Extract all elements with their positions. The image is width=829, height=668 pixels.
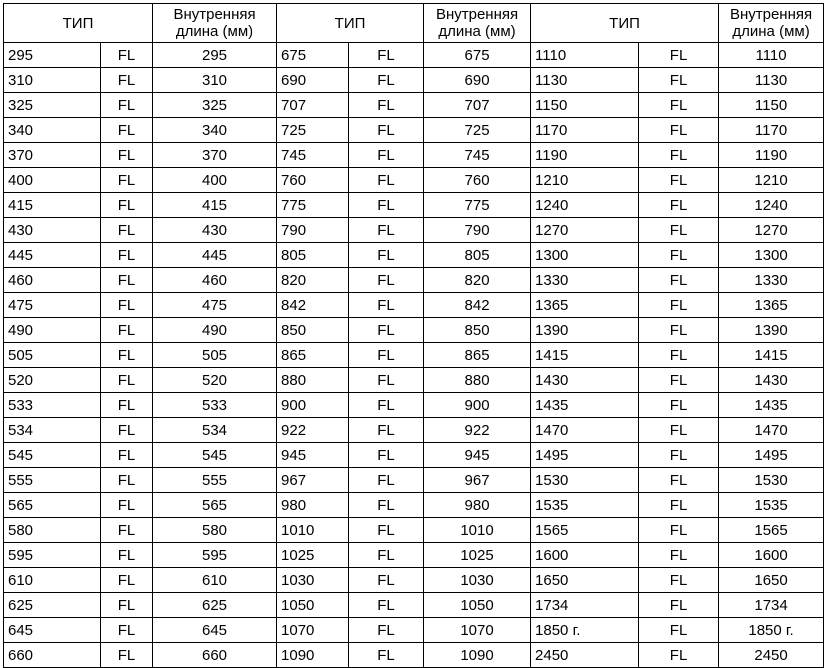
- inner-length-cell: 1415: [719, 343, 824, 368]
- length-header-line1: Внутренняя: [435, 6, 519, 23]
- type-profile-cell: FL: [349, 543, 424, 568]
- type-size-cell: 325: [4, 93, 101, 118]
- length-header-line2: длина (мм): [175, 23, 254, 40]
- type-size-cell: 1650: [531, 568, 639, 593]
- type-size-cell: 1470: [531, 418, 639, 443]
- type-profile-cell: FL: [101, 243, 153, 268]
- type-size-cell: 533: [4, 393, 101, 418]
- inner-length-cell: 555: [153, 468, 277, 493]
- inner-length-cell: 545: [153, 443, 277, 468]
- belt-size-table: [3, 3, 824, 668]
- type-profile-cell: FL: [349, 268, 424, 293]
- type-size-cell: 625: [4, 593, 101, 618]
- type-size-cell: 1110: [531, 43, 639, 68]
- type-profile-cell: FL: [639, 493, 719, 518]
- type-size-cell: 1150: [531, 93, 639, 118]
- type-profile-cell: FL: [349, 393, 424, 418]
- table-row: [4, 443, 824, 468]
- type-size-cell: 725: [277, 118, 349, 143]
- inner-length-cell: 805: [424, 243, 531, 268]
- inner-length-cell: 1565: [719, 518, 824, 543]
- type-profile-cell: FL: [639, 518, 719, 543]
- inner-length-cell: 790: [424, 218, 531, 243]
- inner-length-cell: 1150: [719, 93, 824, 118]
- type-size-cell: 880: [277, 368, 349, 393]
- type-size-cell: 475: [4, 293, 101, 318]
- inner-length-cell: 2450: [719, 643, 824, 668]
- type-size-cell: 850: [277, 318, 349, 343]
- inner-length-cell: 1430: [719, 368, 824, 393]
- length-header-2: [424, 4, 531, 43]
- inner-length-cell: 967: [424, 468, 531, 493]
- type-size-cell: 1210: [531, 168, 639, 193]
- type-size-cell: 790: [277, 218, 349, 243]
- table-row: [4, 268, 824, 293]
- type-profile-cell: FL: [639, 368, 719, 393]
- inner-length-cell: 533: [153, 393, 277, 418]
- type-profile-cell: FL: [349, 43, 424, 68]
- inner-length-cell: 310: [153, 68, 277, 93]
- type-profile-cell: FL: [349, 143, 424, 168]
- type-profile-cell: FL: [101, 168, 153, 193]
- type-profile-cell: FL: [349, 593, 424, 618]
- inner-length-cell: 1050: [424, 593, 531, 618]
- type-profile-cell: FL: [639, 68, 719, 93]
- type-size-cell: 900: [277, 393, 349, 418]
- type-size-cell: 1030: [277, 568, 349, 593]
- inner-length-cell: 1734: [719, 593, 824, 618]
- inner-length-cell: 1300: [719, 243, 824, 268]
- table-row: [4, 518, 824, 543]
- type-size-cell: 805: [277, 243, 349, 268]
- inner-length-cell: 945: [424, 443, 531, 468]
- type-profile-cell: FL: [349, 243, 424, 268]
- type-size-cell: 555: [4, 468, 101, 493]
- type-profile-cell: FL: [639, 43, 719, 68]
- table-row: [4, 293, 824, 318]
- type-profile-cell: FL: [639, 393, 719, 418]
- inner-length-cell: 645: [153, 618, 277, 643]
- type-profile-cell: FL: [101, 118, 153, 143]
- table-row: [4, 93, 824, 118]
- table-row: [4, 593, 824, 618]
- table-row: [4, 618, 824, 643]
- inner-length-cell: 745: [424, 143, 531, 168]
- type-profile-cell: FL: [639, 243, 719, 268]
- table-row: [4, 43, 824, 68]
- type-profile-cell: FL: [101, 443, 153, 468]
- type-size-cell: 1435: [531, 393, 639, 418]
- table-row: [4, 468, 824, 493]
- type-profile-cell: FL: [101, 68, 153, 93]
- type-size-cell: 922: [277, 418, 349, 443]
- type-profile-cell: FL: [349, 618, 424, 643]
- type-profile-cell: FL: [101, 493, 153, 518]
- type-profile-cell: FL: [349, 93, 424, 118]
- inner-length-cell: 460: [153, 268, 277, 293]
- type-size-cell: 1535: [531, 493, 639, 518]
- type-profile-cell: FL: [101, 468, 153, 493]
- inner-length-cell: 475: [153, 293, 277, 318]
- inner-length-cell: 1330: [719, 268, 824, 293]
- table-row: [4, 218, 824, 243]
- inner-length-cell: 565: [153, 493, 277, 518]
- inner-length-cell: 1435: [719, 393, 824, 418]
- table-row: [4, 393, 824, 418]
- header-row: [4, 4, 824, 43]
- type-size-cell: 865: [277, 343, 349, 368]
- type-size-cell: 505: [4, 343, 101, 368]
- type-size-cell: 370: [4, 143, 101, 168]
- inner-length-cell: 690: [424, 68, 531, 93]
- type-profile-cell: FL: [101, 318, 153, 343]
- type-profile-cell: FL: [349, 443, 424, 468]
- inner-length-cell: 595: [153, 543, 277, 568]
- type-size-cell: 2450: [531, 643, 639, 668]
- type-profile-cell: FL: [101, 268, 153, 293]
- table-row: [4, 118, 824, 143]
- type-profile-cell: FL: [639, 343, 719, 368]
- type-size-cell: 760: [277, 168, 349, 193]
- type-profile-cell: FL: [349, 168, 424, 193]
- inner-length-cell: 850: [424, 318, 531, 343]
- type-profile-cell: FL: [349, 193, 424, 218]
- type-size-cell: 1010: [277, 518, 349, 543]
- type-size-cell: 1190: [531, 143, 639, 168]
- table-row: [4, 243, 824, 268]
- table-row: [4, 543, 824, 568]
- table-row: [4, 143, 824, 168]
- type-size-cell: 775: [277, 193, 349, 218]
- type-profile-cell: FL: [101, 568, 153, 593]
- type-profile-cell: FL: [639, 618, 719, 643]
- type-size-cell: 295: [4, 43, 101, 68]
- table-row: [4, 643, 824, 668]
- inner-length-cell: 295: [153, 43, 277, 68]
- type-header-2: ТИП: [277, 4, 424, 43]
- table-row: [4, 318, 824, 343]
- type-profile-cell: FL: [639, 118, 719, 143]
- table-row: [4, 68, 824, 93]
- length-header-3: [719, 4, 824, 43]
- table-row: [4, 493, 824, 518]
- type-profile-cell: FL: [349, 493, 424, 518]
- inner-length-cell: 675: [424, 43, 531, 68]
- inner-length-cell: 1170: [719, 118, 824, 143]
- type-profile-cell: FL: [639, 593, 719, 618]
- type-header-3: ТИП: [531, 4, 719, 43]
- type-profile-cell: FL: [101, 193, 153, 218]
- type-profile-cell: FL: [639, 543, 719, 568]
- inner-length-cell: 445: [153, 243, 277, 268]
- inner-length-cell: 1470: [719, 418, 824, 443]
- inner-length-cell: 534: [153, 418, 277, 443]
- type-profile-cell: FL: [101, 93, 153, 118]
- type-size-cell: 967: [277, 468, 349, 493]
- inner-length-cell: 625: [153, 593, 277, 618]
- length-header-line2: длина (мм): [438, 23, 516, 40]
- inner-length-cell: 1535: [719, 493, 824, 518]
- type-size-cell: 340: [4, 118, 101, 143]
- length-header-1: [153, 4, 277, 43]
- length-header-line1: Внутренняя: [173, 6, 256, 23]
- type-size-cell: 400: [4, 168, 101, 193]
- table-body: [4, 43, 824, 668]
- type-size-cell: 1025: [277, 543, 349, 568]
- type-profile-cell: FL: [639, 93, 719, 118]
- type-profile-cell: FL: [101, 293, 153, 318]
- type-size-cell: 520: [4, 368, 101, 393]
- type-profile-cell: FL: [639, 143, 719, 168]
- type-profile-cell: FL: [349, 568, 424, 593]
- type-size-cell: 445: [4, 243, 101, 268]
- type-size-cell: 1850 г.: [531, 618, 639, 643]
- inner-length-cell: 880: [424, 368, 531, 393]
- inner-length-cell: 415: [153, 193, 277, 218]
- type-profile-cell: FL: [639, 268, 719, 293]
- type-size-cell: 980: [277, 493, 349, 518]
- type-profile-cell: FL: [349, 343, 424, 368]
- type-profile-cell: FL: [101, 543, 153, 568]
- type-size-cell: 310: [4, 68, 101, 93]
- type-size-cell: 645: [4, 618, 101, 643]
- inner-length-cell: 1650: [719, 568, 824, 593]
- type-profile-cell: FL: [349, 518, 424, 543]
- type-size-cell: 945: [277, 443, 349, 468]
- type-profile-cell: FL: [349, 293, 424, 318]
- type-size-cell: 430: [4, 218, 101, 243]
- type-size-cell: 1330: [531, 268, 639, 293]
- type-size-cell: 610: [4, 568, 101, 593]
- inner-length-cell: 775: [424, 193, 531, 218]
- type-profile-cell: FL: [349, 643, 424, 668]
- type-size-cell: 1070: [277, 618, 349, 643]
- inner-length-cell: 1090: [424, 643, 531, 668]
- inner-length-cell: 865: [424, 343, 531, 368]
- type-size-cell: 1430: [531, 368, 639, 393]
- type-profile-cell: FL: [101, 393, 153, 418]
- type-size-cell: 415: [4, 193, 101, 218]
- type-profile-cell: FL: [101, 593, 153, 618]
- inner-length-cell: 1030: [424, 568, 531, 593]
- type-size-cell: 690: [277, 68, 349, 93]
- inner-length-cell: 1270: [719, 218, 824, 243]
- inner-length-cell: 340: [153, 118, 277, 143]
- type-profile-cell: FL: [101, 368, 153, 393]
- type-size-cell: 1565: [531, 518, 639, 543]
- inner-length-cell: 490: [153, 318, 277, 343]
- inner-length-cell: 1110: [719, 43, 824, 68]
- type-profile-cell: FL: [639, 293, 719, 318]
- inner-length-cell: 1530: [719, 468, 824, 493]
- type-size-cell: 1390: [531, 318, 639, 343]
- type-profile-cell: FL: [639, 643, 719, 668]
- type-size-cell: 595: [4, 543, 101, 568]
- inner-length-cell: 980: [424, 493, 531, 518]
- inner-length-cell: 430: [153, 218, 277, 243]
- inner-length-cell: 1190: [719, 143, 824, 168]
- type-size-cell: 1050: [277, 593, 349, 618]
- inner-length-cell: 325: [153, 93, 277, 118]
- type-profile-cell: FL: [101, 418, 153, 443]
- type-profile-cell: FL: [349, 118, 424, 143]
- table-row: [4, 418, 824, 443]
- table-row: [4, 168, 824, 193]
- type-profile-cell: FL: [349, 68, 424, 93]
- inner-length-cell: 610: [153, 568, 277, 593]
- type-profile-cell: FL: [639, 193, 719, 218]
- type-profile-cell: FL: [349, 368, 424, 393]
- type-size-cell: 1270: [531, 218, 639, 243]
- inner-length-cell: 660: [153, 643, 277, 668]
- type-profile-cell: FL: [349, 218, 424, 243]
- inner-length-cell: 820: [424, 268, 531, 293]
- type-profile-cell: FL: [639, 468, 719, 493]
- type-profile-cell: FL: [639, 218, 719, 243]
- type-size-cell: 675: [277, 43, 349, 68]
- inner-length-cell: 1600: [719, 543, 824, 568]
- inner-length-cell: 900: [424, 393, 531, 418]
- inner-length-cell: 370: [153, 143, 277, 168]
- type-size-cell: 1300: [531, 243, 639, 268]
- type-header-1: ТИП: [4, 4, 153, 43]
- inner-length-cell: 1390: [719, 318, 824, 343]
- type-profile-cell: FL: [101, 343, 153, 368]
- type-size-cell: 1415: [531, 343, 639, 368]
- inner-length-cell: 1240: [719, 193, 824, 218]
- inner-length-cell: 1010: [424, 518, 531, 543]
- type-size-cell: 1495: [531, 443, 639, 468]
- inner-length-cell: 1025: [424, 543, 531, 568]
- inner-length-cell: 1130: [719, 68, 824, 93]
- type-profile-cell: FL: [639, 168, 719, 193]
- type-profile-cell: FL: [639, 318, 719, 343]
- type-size-cell: 842: [277, 293, 349, 318]
- type-size-cell: 660: [4, 643, 101, 668]
- type-size-cell: 1240: [531, 193, 639, 218]
- type-profile-cell: FL: [349, 468, 424, 493]
- type-size-cell: 1734: [531, 593, 639, 618]
- type-size-cell: 820: [277, 268, 349, 293]
- type-size-cell: 460: [4, 268, 101, 293]
- type-size-cell: 545: [4, 443, 101, 468]
- type-size-cell: 534: [4, 418, 101, 443]
- table-row: [4, 193, 824, 218]
- inner-length-cell: 1210: [719, 168, 824, 193]
- type-profile-cell: FL: [101, 43, 153, 68]
- type-size-cell: 580: [4, 518, 101, 543]
- type-size-cell: 490: [4, 318, 101, 343]
- type-size-cell: 1130: [531, 68, 639, 93]
- type-profile-cell: FL: [639, 443, 719, 468]
- inner-length-cell: 842: [424, 293, 531, 318]
- inner-length-cell: 1365: [719, 293, 824, 318]
- type-size-cell: 745: [277, 143, 349, 168]
- type-profile-cell: FL: [639, 568, 719, 593]
- length-header-line2: длина (мм): [732, 23, 810, 40]
- type-size-cell: 1170: [531, 118, 639, 143]
- inner-length-cell: 707: [424, 93, 531, 118]
- inner-length-cell: 922: [424, 418, 531, 443]
- table-row: [4, 568, 824, 593]
- type-size-cell: 1530: [531, 468, 639, 493]
- inner-length-cell: 520: [153, 368, 277, 393]
- inner-length-cell: 1850 г.: [719, 618, 824, 643]
- inner-length-cell: 760: [424, 168, 531, 193]
- type-size-cell: 565: [4, 493, 101, 518]
- type-profile-cell: FL: [349, 418, 424, 443]
- type-profile-cell: FL: [101, 643, 153, 668]
- table-row: [4, 368, 824, 393]
- type-profile-cell: FL: [101, 218, 153, 243]
- type-profile-cell: FL: [101, 143, 153, 168]
- type-size-cell: 1600: [531, 543, 639, 568]
- type-profile-cell: FL: [101, 618, 153, 643]
- inner-length-cell: 400: [153, 168, 277, 193]
- inner-length-cell: 580: [153, 518, 277, 543]
- type-size-cell: 707: [277, 93, 349, 118]
- type-size-cell: 1090: [277, 643, 349, 668]
- table-row: [4, 343, 824, 368]
- type-profile-cell: FL: [101, 518, 153, 543]
- inner-length-cell: 1070: [424, 618, 531, 643]
- type-profile-cell: FL: [349, 318, 424, 343]
- type-profile-cell: FL: [639, 418, 719, 443]
- inner-length-cell: 505: [153, 343, 277, 368]
- type-size-cell: 1365: [531, 293, 639, 318]
- length-header-line1: Внутренняя: [729, 6, 813, 23]
- inner-length-cell: 1495: [719, 443, 824, 468]
- inner-length-cell: 725: [424, 118, 531, 143]
